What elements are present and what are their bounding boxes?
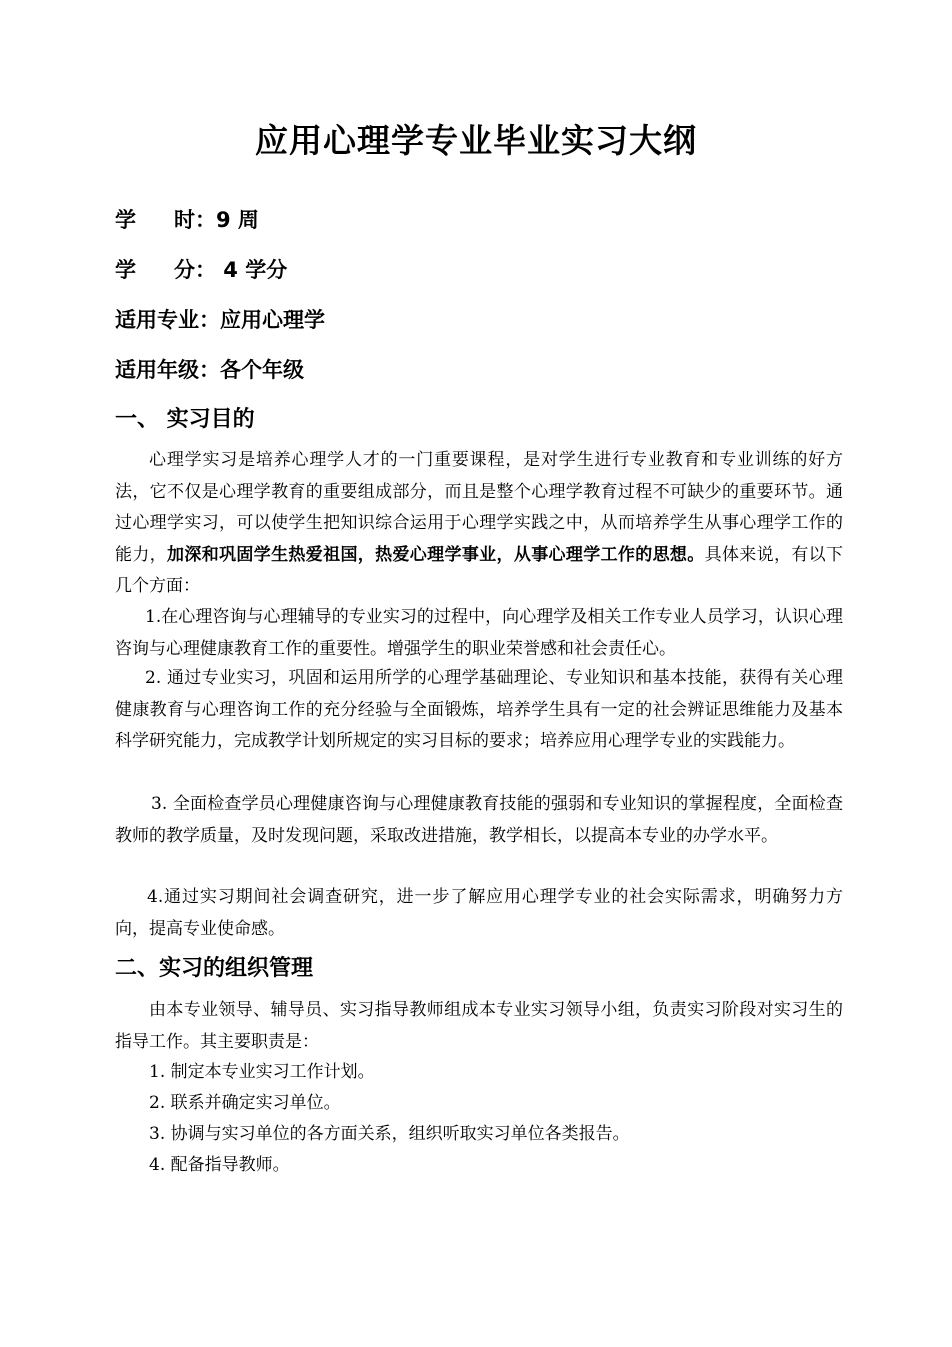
organization-intro-paragraph: 由本专业领导、辅导员、实习指导教师组成本专业实习领导小组，负责实习阶段对实习生的指导工作。其主要职责是：	[115, 1000, 843, 1052]
credits-label-b: 分：	[174, 258, 216, 282]
hours-value: 9 周	[216, 208, 259, 232]
credits-value: 4 学分	[216, 258, 288, 282]
section-heading-purpose: 一、 实习目的	[115, 407, 255, 432]
purpose-intro-text: 心理学实习是培养心理学人才的一门重要课程，是对学生进行专业教育和专业训练的好方法，它不仅是心理学教育的重要组成部分，而且是整个心理学教育过程不可缺少的重要环节。通过心理学实习，可以使学生把知识综合运用于心理学实践之中，从而培养学生从事心理学工作的能力，	[115, 450, 843, 565]
organization-item-1: 1. 制定本专业实习工作计划。	[149, 1062, 375, 1082]
document-title: 应用心理学专业毕业实习大纲	[255, 121, 697, 160]
grade-row	[115, 355, 304, 385]
hours-row	[115, 205, 259, 235]
purpose-item-3: 3. 全面检查学员心理健康咨询与心理健康教育技能的强弱和专业知识的掌握程度，全面检查教师的教学质量，及时发现问题，采取改进措施，教学相长，以提高本专业的办学水平。	[115, 794, 843, 846]
credits-row	[115, 255, 287, 285]
purpose-intro-emphasis: 加深和巩固学生热爱祖国，热爱心理学事业，从事心理学工作的思想。	[167, 544, 705, 565]
purpose-intro-paragraph	[115, 445, 843, 603]
organization-item-3: 3. 协调与实习单位的各方面关系，组织听取实习单位各类报告。	[149, 1124, 630, 1144]
hours-label-a: 学	[115, 208, 136, 232]
purpose-item-4: 4.通过实习期间社会调查研究，进一步了解应用心理学专业的社会实际需求，明确努力方向，提高专业使命感。	[115, 887, 843, 939]
hours-label-b: 时：	[174, 208, 216, 232]
section-heading-organization: 二、实习的组织管理	[115, 956, 314, 981]
grade-value: 各个年级	[220, 358, 304, 382]
purpose-item-1: 1.在心理咨询与心理辅导的专业实习的过程中，向心理学及相关工作专业人员学习，认识心理咨询与心理健康教育工作的重要性。增强学生的职业荣誉感和社会责任心。	[115, 607, 843, 659]
credits-label-a: 学	[115, 258, 136, 282]
grade-label: 适用年级：	[115, 358, 220, 382]
purpose-item-2: 2. 通过专业实习，巩固和运用所学的心理学基础理论、专业知识和基本技能，获得有关心理健康教育与心理咨询工作的充分经验与全面锻炼，培养学生具有一定的社会辨证思维能力及基本科学研究能力，完成教学计划所规定的实习目标的要求；培养应用心理学专业的实践能力。	[115, 668, 843, 751]
purpose-intro-tail: 具体来说，有以下几个方面：	[115, 544, 844, 596]
major-label: 适用专业：	[115, 308, 220, 332]
major-row	[115, 305, 325, 335]
major-value: 应用心理学	[220, 308, 325, 332]
organization-item-2: 2. 联系并确定实习单位。	[149, 1093, 341, 1113]
organization-item-4: 4. 配备指导教师。	[149, 1155, 290, 1175]
